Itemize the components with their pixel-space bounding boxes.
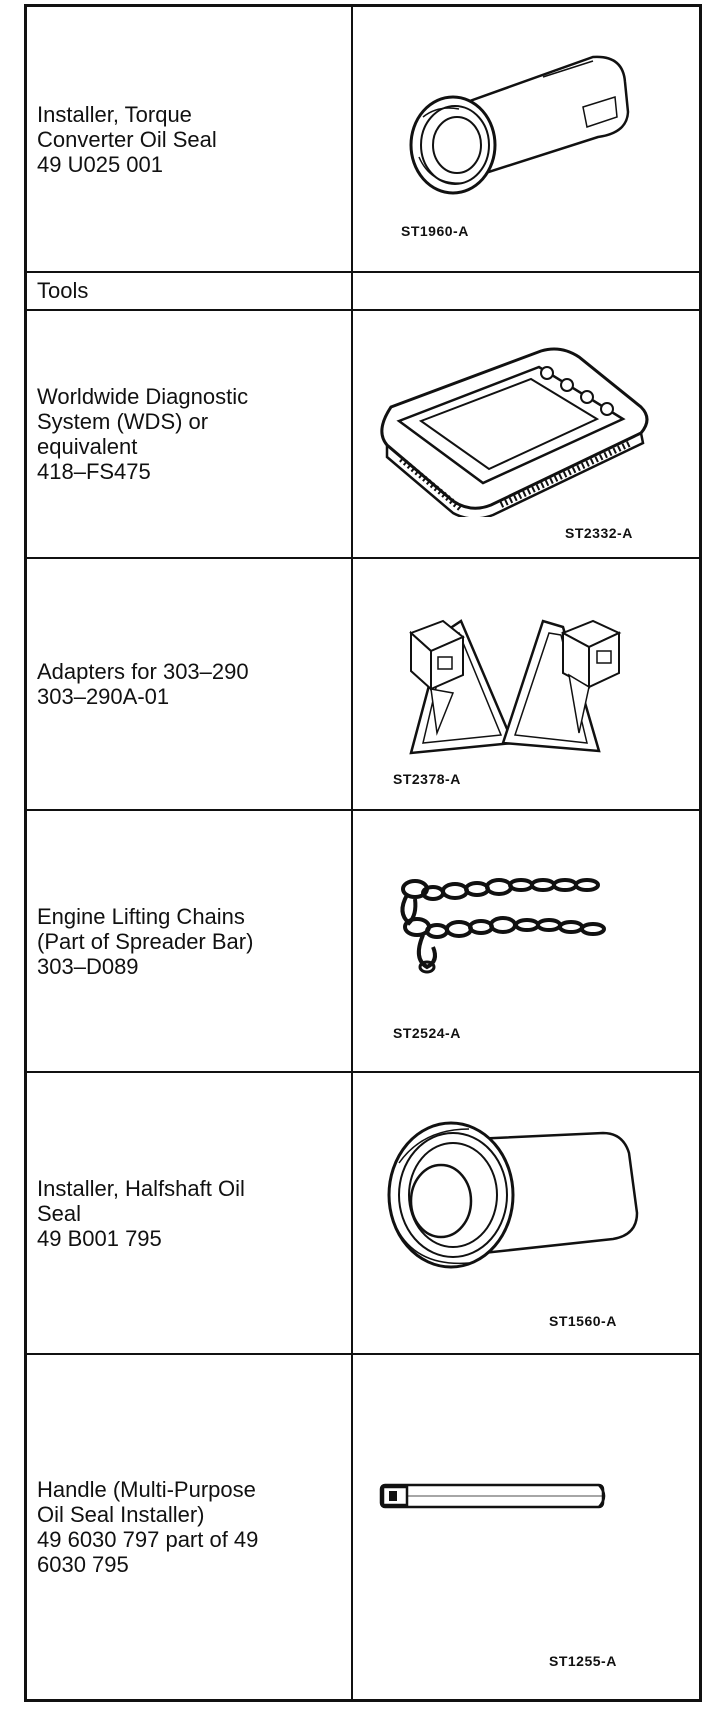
handle-icon (377, 1477, 617, 1517)
tool-image-cell (353, 311, 699, 557)
tool-description (27, 311, 353, 557)
tool-description-line: Adapters for 303–290 (37, 659, 249, 684)
table-row (27, 7, 699, 271)
tool-description-line: Seal (37, 1200, 82, 1226)
tool-description-line: equivalent (37, 434, 138, 459)
tool-description-line: Oil Seal Installer) (37, 1502, 205, 1527)
tool-description-line: 49 B001 795 (37, 1225, 162, 1251)
tool-description-line: 49 6030 797 part of 49 (37, 1527, 259, 1552)
table-row (27, 809, 699, 1071)
tool-description-line: Installer, Halfshaft Oil (37, 1175, 245, 1201)
table-row (27, 557, 699, 809)
image-code: ST1255-A (549, 1653, 617, 1669)
tool-description (27, 811, 353, 1071)
table-row (27, 309, 699, 557)
tool-description (27, 1073, 353, 1353)
table-row (27, 1071, 699, 1353)
tool-description-line: Installer, Torque (37, 101, 192, 127)
tool-image-cell (353, 1355, 699, 1699)
tool-description-line: Converter Oil Seal (37, 126, 217, 152)
tool-description-line: Engine Lifting Chains (37, 903, 245, 929)
tool-description-line: 303–290A-01 (37, 684, 170, 709)
image-code: ST1560-A (549, 1313, 617, 1329)
tool-image-cell (353, 7, 699, 271)
section-header (27, 273, 353, 309)
table-row (27, 271, 699, 309)
tool-image-cell (353, 1073, 699, 1353)
tool-description-line: 418–FS475 (37, 459, 151, 484)
tool-image-cell (353, 559, 699, 809)
tool-description-line: System (WDS) or (37, 409, 209, 434)
image-code: ST1960-A (401, 223, 469, 239)
tool-description (27, 1355, 353, 1699)
special-tools-table (24, 4, 702, 1702)
table-row (27, 1353, 699, 1699)
section-header-label: Tools (37, 278, 89, 303)
tool-description-line: 303–D089 (37, 953, 139, 979)
tool-description-line: (Part of Spreader Bar) (37, 928, 254, 954)
image-code: ST2524-A (393, 1025, 461, 1041)
adapter-brackets-icon (393, 593, 633, 773)
image-code: ST2378-A (393, 771, 461, 787)
tool-description-line: 49 U025 001 (37, 151, 163, 177)
seal-installer-icon (383, 37, 633, 207)
empty-cell (353, 273, 699, 309)
tool-description (27, 7, 353, 271)
tool-image-cell (353, 811, 699, 1071)
image-code: ST2332-A (565, 525, 633, 541)
tool-description-line: Worldwide Diagnostic (37, 384, 249, 409)
tool-description-line: 6030 795 (37, 1552, 129, 1577)
lifting-chains-icon (393, 869, 623, 989)
halfshaft-seal-installer-icon (373, 1103, 653, 1293)
tool-description (27, 559, 353, 809)
tool-description-line: Handle (Multi-Purpose (37, 1477, 256, 1502)
diagnostic-tablet-icon (371, 337, 661, 517)
